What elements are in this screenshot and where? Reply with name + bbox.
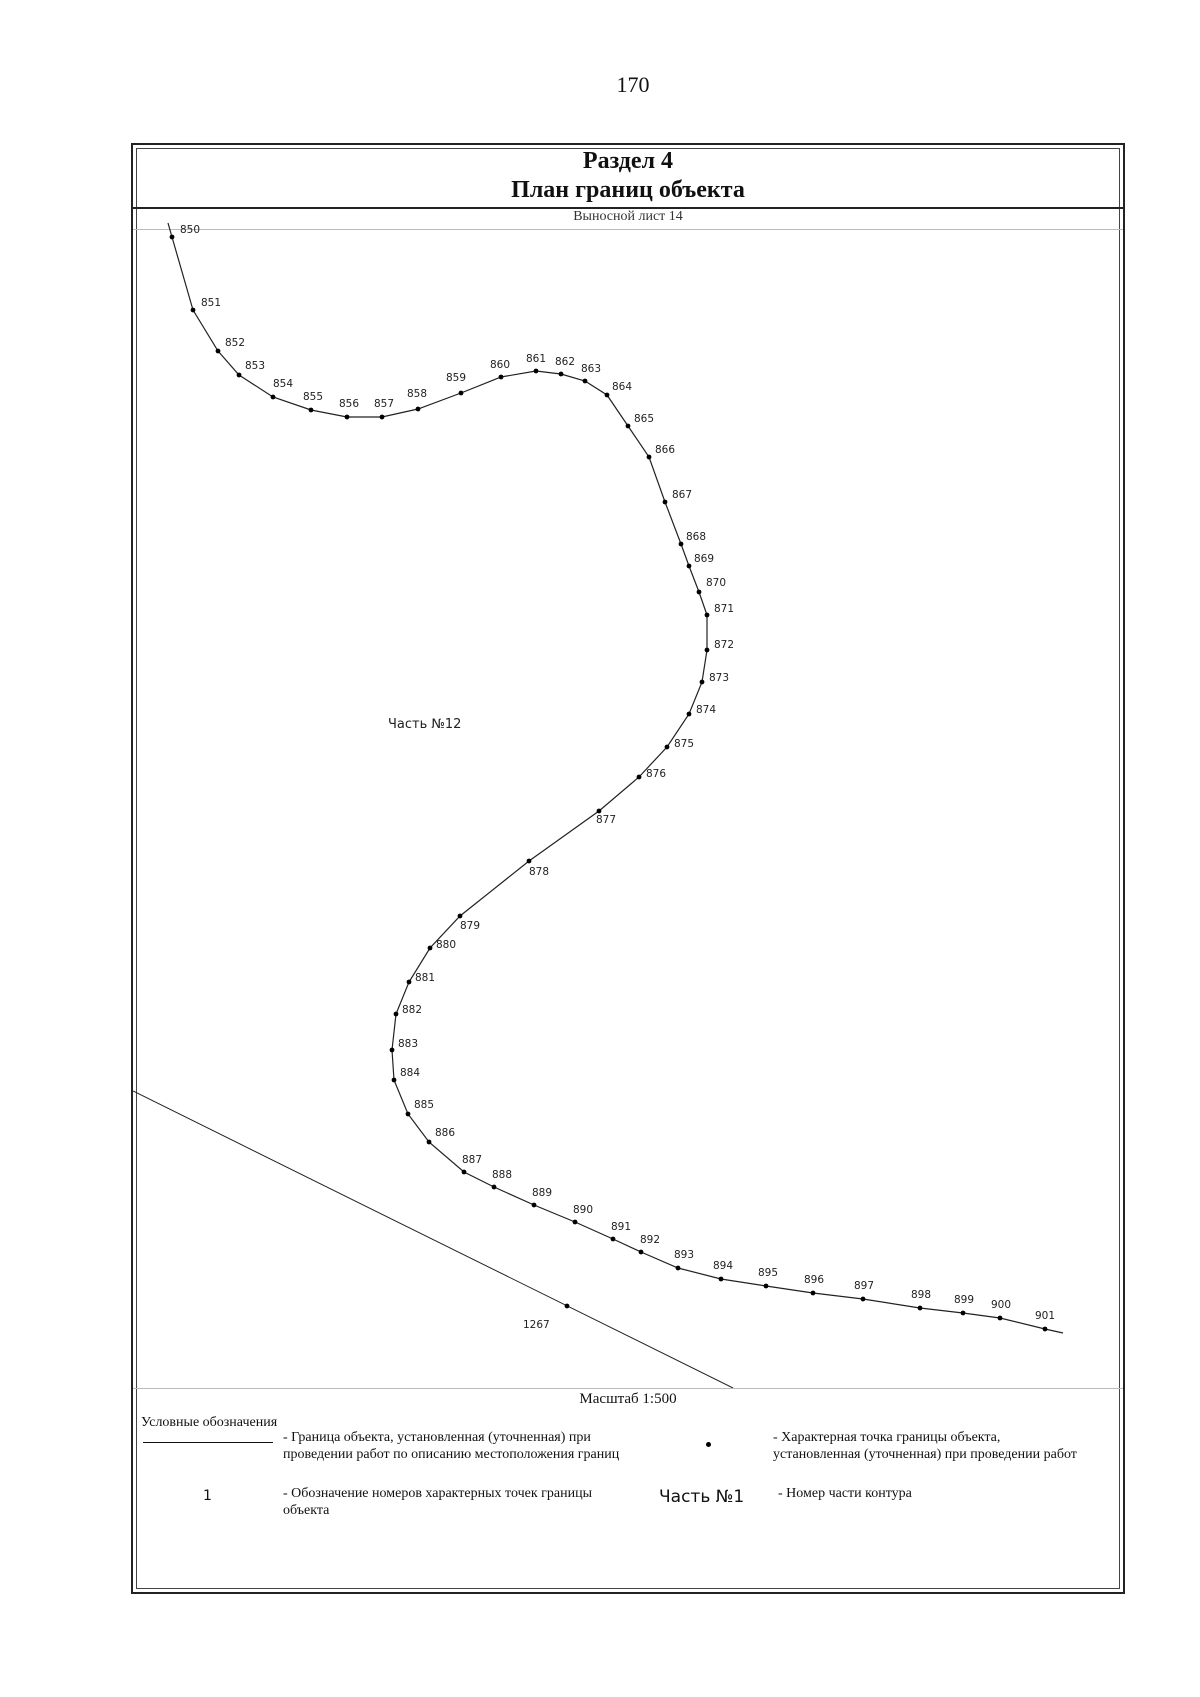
boundary-point-marker (611, 1237, 616, 1242)
boundary-point-marker (492, 1185, 497, 1190)
boundary-point-label: 901 (1035, 1310, 1056, 1322)
boundary-point-label: 864 (612, 381, 633, 393)
boundary-point-marker (191, 308, 196, 313)
legend-part-sample: Часть №1 (659, 1487, 745, 1507)
boundary-point-label: 852 (225, 337, 246, 349)
boundary-point-label: 857 (374, 398, 395, 410)
sheet-label: Выносной лист 14 (573, 209, 683, 224)
boundary-point-label: 871 (714, 603, 735, 615)
boundary-point-marker (462, 1170, 467, 1175)
boundary-point-label: 889 (532, 1187, 553, 1199)
boundary-point-label: 867 (672, 489, 693, 501)
boundary-point-label: 883 (398, 1038, 419, 1050)
boundary-point-marker (626, 424, 631, 429)
boundary-point-label: 887 (462, 1154, 483, 1166)
neighbor-point-marker (565, 1304, 570, 1309)
boundary-point-marker (428, 946, 433, 951)
boundary-point-label: 895 (758, 1267, 779, 1279)
boundary-point-label: 897 (854, 1280, 875, 1292)
boundary-point-marker (406, 1112, 411, 1117)
boundary-point-label: 892 (640, 1234, 661, 1246)
boundary-point-label: 886 (435, 1127, 456, 1139)
boundary-point-marker (427, 1140, 432, 1145)
boundary-point-label: 872 (714, 639, 735, 651)
boundary-point-label: 898 (911, 1289, 932, 1301)
boundary-point-marker (676, 1266, 681, 1271)
page-number: 170 (616, 72, 650, 97)
boundary-point-label: 893 (674, 1249, 695, 1261)
boundary-point-marker (309, 408, 314, 413)
boundary-point-marker (583, 379, 588, 384)
boundary-point-label: 862 (555, 356, 576, 368)
boundary-point-marker (665, 745, 670, 750)
boundary-point-marker (459, 391, 464, 396)
boundary-point-label: 868 (686, 531, 707, 543)
boundary-point-marker (687, 712, 692, 717)
boundary-point-marker (170, 235, 175, 240)
boundary-point-label: 861 (526, 353, 547, 365)
boundary-point-label: 900 (991, 1299, 1012, 1311)
map-bottom-divider (133, 1388, 1123, 1389)
boundary-point-label: 879 (460, 920, 481, 932)
legend-point-text: - Характерная точка границы объекта, установленная (уточненная) при проведении работ (773, 1430, 1077, 1462)
boundary-point-marker (407, 980, 412, 985)
boundary-point-label: 853 (245, 360, 266, 372)
boundary-point-marker (394, 1012, 399, 1017)
boundary-point-label: 869 (694, 553, 715, 565)
boundary-point-marker (697, 590, 702, 595)
boundary-point-marker (237, 373, 242, 378)
legend-point-symbol (706, 1442, 711, 1447)
boundary-point-marker (647, 455, 652, 460)
boundary-point-marker (380, 415, 385, 420)
boundary-point-marker (637, 775, 642, 780)
legend-number-sample: 1 (203, 1488, 212, 1504)
boundary-point-marker (918, 1306, 923, 1311)
boundary-point-label: 882 (402, 1004, 423, 1016)
boundary-point-marker (764, 1284, 769, 1289)
boundary-point-label: 873 (709, 672, 730, 684)
boundary-point-label: 890 (573, 1204, 594, 1216)
boundary-point-marker (861, 1297, 866, 1302)
boundary-point-marker (639, 1250, 644, 1255)
boundary-point-marker (392, 1078, 397, 1083)
boundary-point-label: 858 (407, 388, 428, 400)
boundary-point-marker (573, 1220, 578, 1225)
boundary-point-marker (811, 1291, 816, 1296)
boundary-point-label: 875 (674, 738, 695, 750)
boundary-point-marker (390, 1048, 395, 1053)
boundary-point-marker (559, 372, 564, 377)
boundary-point-marker (705, 613, 710, 618)
boundary-point-label: 866 (655, 444, 676, 456)
drawing-frame (131, 143, 1125, 1594)
boundary-point-label: 856 (339, 398, 360, 410)
boundary-point-label: 896 (804, 1274, 825, 1286)
boundary-point-marker (705, 648, 710, 653)
section-title: Раздел 4 (582, 148, 674, 174)
boundary-point-label: 870 (706, 577, 727, 589)
boundary-point-marker (663, 500, 668, 505)
legend-boundary-line-symbol (143, 1442, 273, 1443)
boundary-point-marker (534, 369, 539, 374)
boundary-point-marker (532, 1203, 537, 1208)
boundary-point-label: 859 (446, 372, 467, 384)
part-label: Часть №12 (388, 717, 462, 732)
boundary-point-label: 884 (400, 1067, 421, 1079)
boundary-point-marker (597, 809, 602, 814)
boundary-point-label: 855 (303, 391, 324, 403)
boundary-point-marker (416, 407, 421, 412)
boundary-point-label: 860 (490, 359, 511, 371)
legend-title: Условные обозначения (141, 1415, 278, 1430)
boundary-point-label: 851 (201, 297, 222, 309)
boundary-point-marker (1043, 1327, 1048, 1332)
boundary-point-marker (687, 564, 692, 569)
boundary-point-label: 888 (492, 1169, 513, 1181)
boundary-point-marker (719, 1277, 724, 1282)
boundary-point-marker (345, 415, 350, 420)
boundary-point-label: 894 (713, 1260, 734, 1272)
boundary-point-label: 899 (954, 1294, 975, 1306)
boundary-point-marker (961, 1311, 966, 1316)
boundary-point-marker (679, 542, 684, 547)
boundary-point-label: 865 (634, 413, 655, 425)
boundary-layer (133, 223, 1063, 1388)
boundary-map (133, 145, 1123, 1388)
legend-boundary-line-text: - Граница объекта, установленная (уточненная) при проведении работ по описанию местоположения границ (283, 1430, 620, 1462)
boundary-point-marker (216, 349, 221, 354)
legend-number-text: - Обозначение номеров характерных точек границы объекта (283, 1486, 592, 1518)
boundary-point-marker (527, 859, 532, 864)
boundary-point-marker (998, 1316, 1003, 1321)
boundary-point-label: 863 (581, 363, 602, 375)
boundary-point-label: 854 (273, 378, 294, 390)
neighbor-point-label: 1267 (523, 1319, 550, 1331)
boundary-point-label: 885 (414, 1099, 435, 1111)
scale-label: Масштаб 1:500 (579, 1391, 677, 1407)
boundary-point-label: 891 (611, 1221, 632, 1233)
boundary-point-marker (499, 375, 504, 380)
boundary-point-label: 876 (646, 768, 667, 780)
boundary-point-label: 878 (529, 866, 550, 878)
boundary-point-label: 877 (596, 814, 617, 826)
boundary-point-marker (271, 395, 276, 400)
plan-title: План границ объекта (511, 177, 745, 203)
boundary-point-marker (605, 393, 610, 398)
legend-part-text: - Номер части контура (778, 1486, 912, 1501)
boundary-point-label: 874 (696, 704, 717, 716)
boundary-point-marker (700, 680, 705, 685)
boundary-point-label: 880 (436, 939, 457, 951)
boundary-point-marker (458, 914, 463, 919)
boundary-point-label: 850 (180, 224, 201, 236)
boundary-point-label: 881 (415, 972, 436, 984)
